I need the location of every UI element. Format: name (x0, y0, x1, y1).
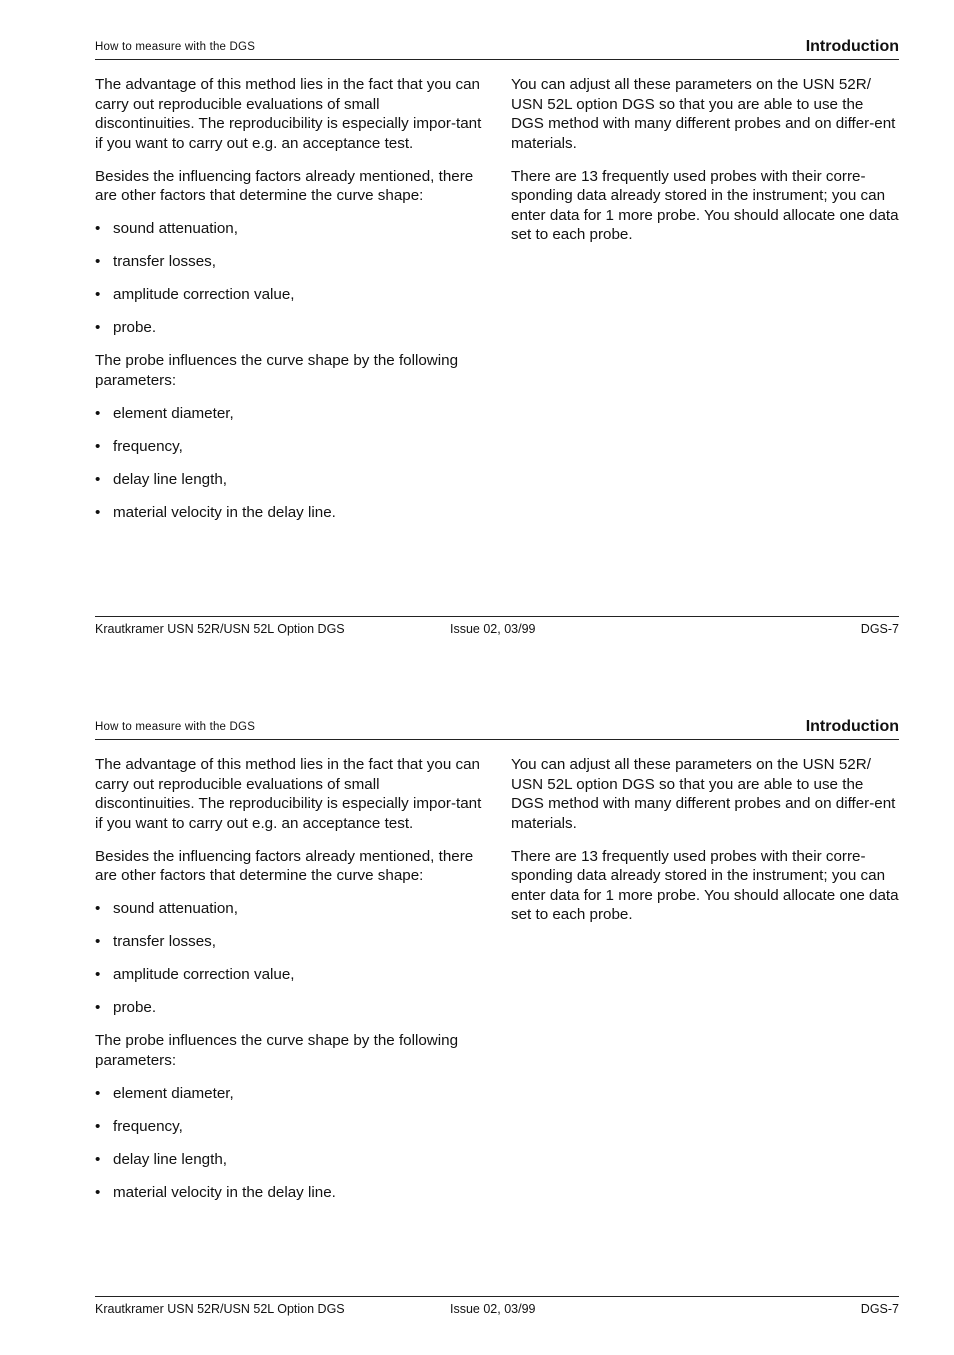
paragraph-influencing-factors: Besides the influencing factors already mentioned, there are other factors that determine the curve shape: (95, 847, 474, 884)
list-item: • sound attenuation, (95, 220, 238, 237)
right-column (511, 755, 899, 938)
paragraph-adjust-parameters: You can adjust all these parameters on the USN 52R/ USN 52L option DGS so that you are able to use the DGS method with many different probes and on differ-ent materials. (511, 756, 896, 832)
paragraph-influencing-factors: Besides the influencing factors already mentioned, there are other factors that determine the curve shape: (95, 167, 474, 204)
bullet-icon: • (95, 1150, 101, 1168)
running-header-chapter: Introduction (805, 38, 899, 55)
list-item: • delay line length, (95, 1150, 227, 1168)
left-column (95, 75, 483, 536)
list-item: • material velocity in the delay line. (95, 503, 336, 521)
list-item: • frequency, (95, 1117, 183, 1135)
list-item: • delay line length, (95, 470, 227, 488)
list-item: • probe. (95, 999, 157, 1016)
running-header-section: How to measure with the DGS (95, 41, 256, 53)
paragraph-probe-parameters: The probe influences the curve shape by the following parameters: (95, 1032, 459, 1069)
paragraph-stored-probes: There are 13 frequently used probes with their corre-sponding data already stored in the instrument; you can enter data for 1 more probe. You should allocate one data set to each probe. (511, 847, 899, 923)
list-item: • amplitude correction value, (95, 966, 295, 983)
bullet-icon: • (95, 253, 101, 270)
factor-list (95, 219, 483, 338)
bullet-icon: • (95, 1183, 101, 1201)
bullet-icon: • (95, 437, 101, 455)
bullet-icon: • (95, 999, 101, 1016)
bullet-icon: • (95, 404, 101, 422)
footer-product: Krautkramer USN 52R/USN 52L Option DGS (95, 1302, 345, 1316)
running-header-section: How to measure with the DGS (95, 721, 256, 733)
bullet-icon: • (95, 503, 101, 521)
footer-issue: Issue 02, 03/99 (450, 1302, 536, 1316)
bullet-icon: • (95, 220, 101, 237)
list-item: • frequency, (95, 437, 183, 455)
header-rule (95, 59, 899, 60)
list-item: • probe. (95, 319, 157, 336)
bullet-icon: • (95, 1084, 101, 1102)
list-item: • transfer losses, (95, 933, 216, 950)
left-column (95, 755, 483, 1216)
bullet-icon: • (95, 966, 101, 983)
document-page-1 (0, 0, 954, 675)
probe-parameter-list (95, 404, 483, 523)
list-item: • amplitude correction value, (95, 286, 295, 303)
probe-parameter-list (95, 1084, 483, 1203)
bullet-icon: • (95, 470, 101, 488)
paragraph-stored-probes: There are 13 frequently used probes with their corre-sponding data already stored in the instrument; you can enter data for 1 more probe. You should allocate one data set to each probe. (511, 167, 899, 243)
bullet-icon: • (95, 286, 101, 303)
document-page-2 (0, 680, 954, 1355)
list-item: • element diameter, (95, 1084, 234, 1102)
bullet-icon: • (95, 900, 101, 917)
header-rule (95, 739, 899, 740)
running-header-chapter: Introduction (805, 718, 899, 735)
list-item: • material velocity in the delay line. (95, 1183, 336, 1201)
footer-rule (95, 1296, 899, 1297)
footer-product: Krautkramer USN 52R/USN 52L Option DGS (95, 622, 345, 636)
footer-page-number: DGS-7 (860, 622, 899, 636)
list-item: • element diameter, (95, 404, 234, 422)
bullet-icon: • (95, 1117, 101, 1135)
list-item: • transfer losses, (95, 253, 216, 270)
paragraph-adjust-parameters: You can adjust all these parameters on the USN 52R/ USN 52L option DGS so that you are able to use the DGS method with many different probes and on differ-ent materials. (511, 76, 896, 152)
footer-issue: Issue 02, 03/99 (450, 622, 536, 636)
factor-list (95, 899, 483, 1018)
footer-rule (95, 616, 899, 617)
paragraph-advantage: The advantage of this method lies in the fact that you can carry out reproducible evaluations of small discontinuities. The reproducibility is especially impor-tant if you want to carry out e.g. an acceptance test. (95, 76, 482, 152)
right-column (511, 75, 899, 258)
footer-page-number: DGS-7 (860, 1302, 899, 1316)
paragraph-advantage: The advantage of this method lies in the fact that you can carry out reproducible evaluations of small discontinuities. The reproducibility is especially impor-tant if you want to carry out e.g. an acceptance test. (95, 756, 482, 832)
list-item: • sound attenuation, (95, 900, 238, 917)
bullet-icon: • (95, 933, 101, 950)
paragraph-probe-parameters: The probe influences the curve shape by the following parameters: (95, 352, 459, 389)
bullet-icon: • (95, 319, 101, 336)
